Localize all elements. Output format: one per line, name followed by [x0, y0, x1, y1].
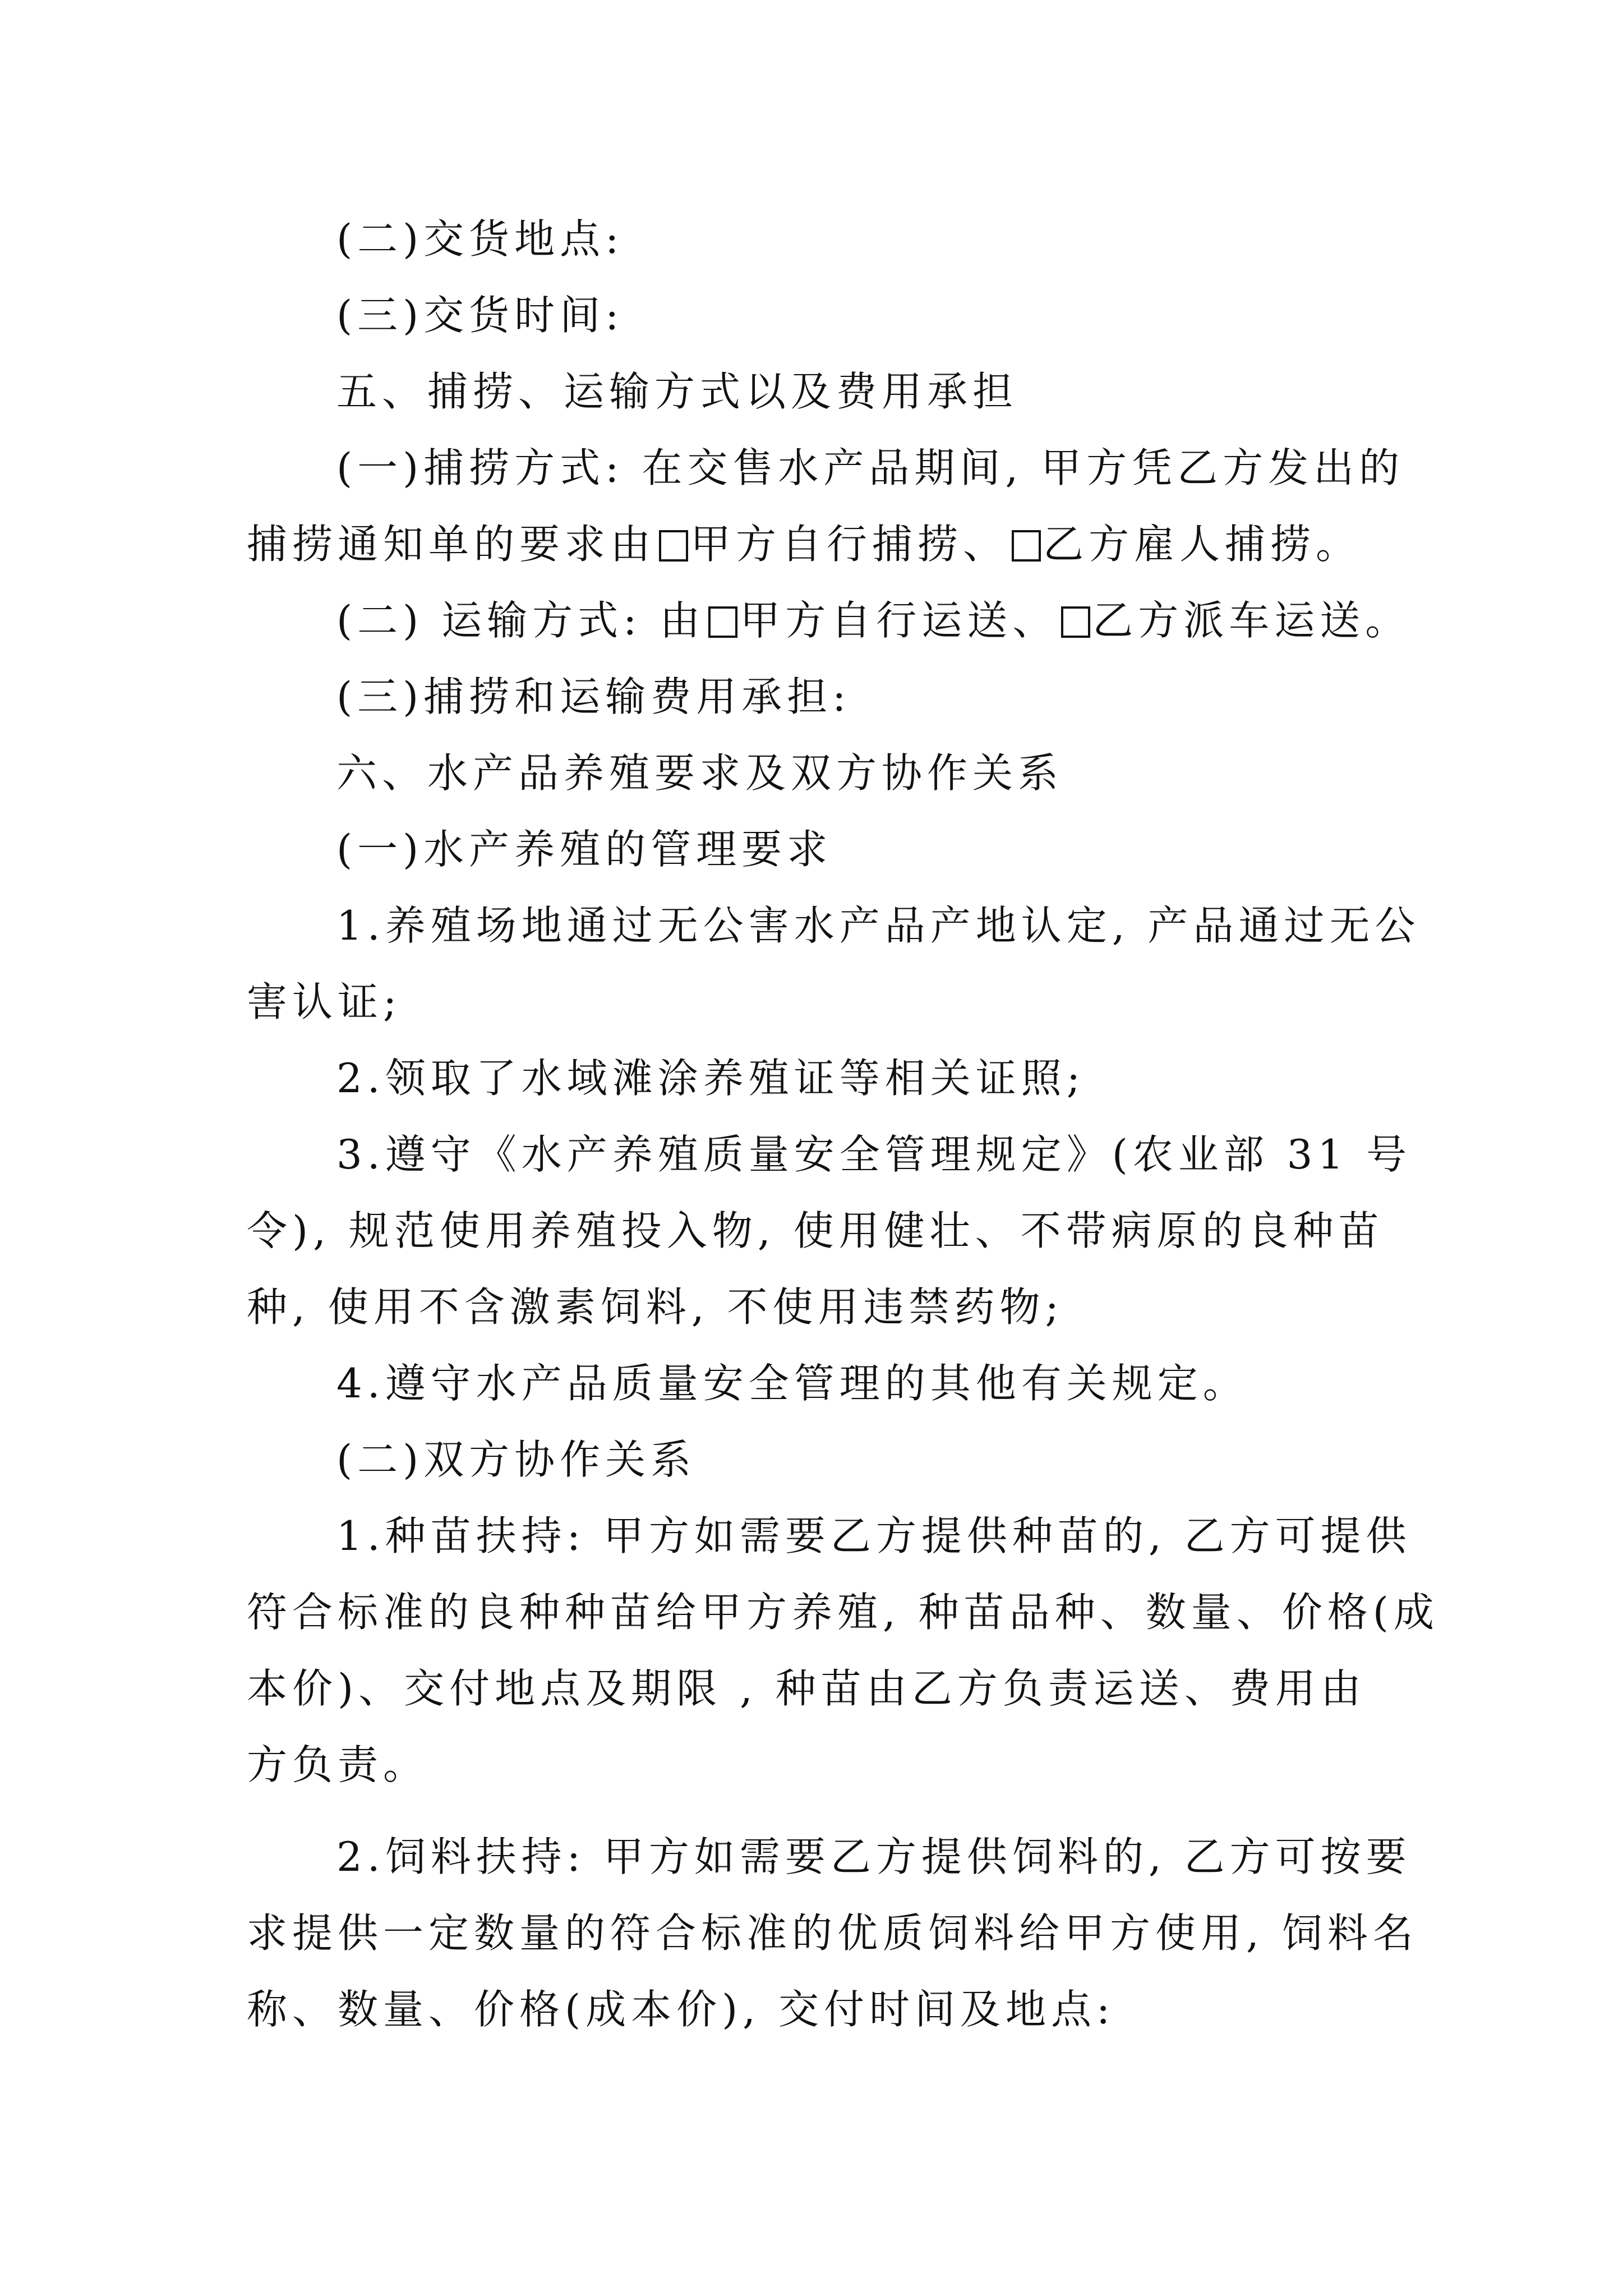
cooperation-heading: (二)双方协作关系 — [336, 1436, 697, 1483]
checkbox-party-a-transport[interactable] — [708, 606, 737, 638]
seedling-support-line-4: 方负责。 — [247, 1741, 429, 1788]
party-a-fishing-label: 甲方自行捕捞、 — [690, 521, 1009, 568]
seedling-support-line-3: 本价)、交付地点及期限 , 种苗由乙方负责运送、费用由 — [247, 1665, 1366, 1712]
seedling-support-line-1: 1.种苗扶持: 甲方如需要乙方提供种苗的, 乙方可提供 — [336, 1512, 1412, 1559]
checkbox-party-b-transport[interactable] — [1061, 606, 1090, 638]
checkbox-party-b-fishing[interactable] — [1012, 530, 1041, 562]
delivery-time-line: (三)交货时间: — [336, 292, 624, 339]
party-b-fishing-label: 乙方雇人捕捞。 — [1043, 521, 1362, 568]
requirement-2-line: 2.领取了水域滩涂养殖证等相关证照; — [336, 1055, 1085, 1102]
feed-support-line-1: 2.饲料扶持: 甲方如需要乙方提供饲料的, 乙方可按要 — [336, 1833, 1412, 1880]
checkbox-party-a-fishing[interactable] — [659, 530, 688, 562]
fishing-method-line: (一)捕捞方式: 在交售水产品期间, 甲方凭乙方发出的 — [336, 444, 1405, 491]
party-a-transport-label: 甲方自行运送、 — [740, 597, 1058, 644]
fishing-method-prefix: 捕捞通知单的要求由 — [247, 521, 656, 568]
requirement-4-line: 4.遵守水产品质量安全管理的其他有关规定。 — [336, 1360, 1248, 1407]
section-five-heading: 五、捕捞、运输方式以及费用承担 — [336, 368, 1018, 415]
party-b-transport-label: 乙方派车运送。 — [1092, 597, 1411, 644]
transport-method-prefix: (二) 运输方式: 由 — [336, 597, 706, 644]
transport-method-line — [336, 593, 1492, 647]
requirement-3-line-1: 3.遵守《水产养殖质量安全管理规定》(农业部 31 号 — [336, 1131, 1412, 1178]
requirement-1-line-2: 害认证; — [247, 978, 402, 1025]
fishing-method-options-line — [247, 517, 1402, 571]
feed-support-line-3: 称、数量、价格(成本价), 交付时间及地点: — [247, 1986, 1115, 2033]
delivery-location-line: (二)交货地点: — [336, 215, 624, 263]
requirement-3-line-2: 令), 规范使用养殖投入物, 使用健壮、不带病原的良种苗 — [247, 1207, 1384, 1254]
feed-support-line-2: 求提供一定数量的符合标准的优质饲料给甲方使用, 饲料名 — [247, 1910, 1418, 1957]
seedling-support-line-2: 符合标准的良种种苗给甲方养殖, 种苗品种、数量、价格(成 — [247, 1589, 1439, 1636]
section-six-heading: 六、水产品养殖要求及双方协作关系 — [336, 749, 1064, 797]
cost-bearing-line: (三)捕捞和运输费用承担: — [336, 673, 851, 720]
requirement-3-line-3: 种, 使用不含激素饲料, 不使用违禁药物; — [247, 1283, 1064, 1331]
management-requirements-heading: (一)水产养殖的管理要求 — [336, 826, 833, 873]
requirement-1-line-1: 1.养殖场地通过无公害水产品产地认定, 产品通过无公 — [336, 902, 1421, 949]
